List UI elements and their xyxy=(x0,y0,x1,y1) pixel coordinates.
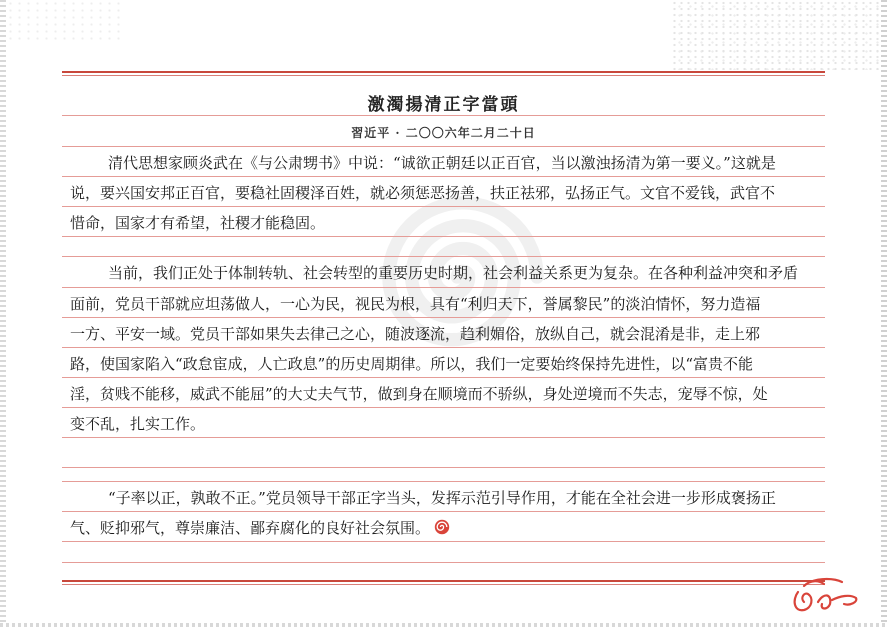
red-signature-flourish xyxy=(784,572,864,618)
ruled-line xyxy=(62,562,825,563)
ruled-line xyxy=(62,481,825,482)
text-line: 淫，贫贱不能移，威武不能屈”的大丈夫气节，做到身在顺境而不骄纵，身处逆境而不失志，宠辱不惊，处 xyxy=(70,385,768,403)
ruled-line xyxy=(62,256,825,257)
text-line: 一方、平安一域。党员干部如果失去律己之心，随波逐流，趋利媚俗，放纵自己，就会混淆是非，走上邪 xyxy=(70,325,761,343)
text-line-last xyxy=(70,513,825,543)
corner-texture-top-right xyxy=(671,0,881,70)
bottom-border-decoration xyxy=(0,623,887,627)
left-border-decoration xyxy=(0,0,6,627)
ruled-line xyxy=(62,115,825,116)
text-line: 当前，我们正处于体制转轨、社会转型的重要历史时期，社会利益关系更为复杂。在各种利益冲突和矛盾 xyxy=(108,264,799,282)
text-line: 清代思想家顾炎武在《与公肃甥书》中说：“诚欲正朝廷以正百官，当以激浊扬清为第一要义。”这就是 xyxy=(108,154,776,172)
ruled-line xyxy=(62,467,825,468)
right-border-decoration xyxy=(881,0,887,627)
bottom-double-rule xyxy=(62,580,825,585)
text-line-content: 气、贬抑邪气，尊崇廉洁、鄙弃腐化的良好社会氛围。 xyxy=(70,519,431,537)
corner-texture-top-left xyxy=(6,0,126,40)
text-line: “子率以正，孰敢不正。”党员领导干部正字当头，发挥示范引导作用，才能在全社会进一步形成褒扬正 xyxy=(108,489,776,507)
document-title: 激濁揚清正字當頭 xyxy=(367,95,520,115)
text-line: 说，要兴国安邦正百官，要稳社固稷泽百姓，就必须惩恶扬善，扶正祛邪，弘扬正气。文官不爱钱，武官不 xyxy=(70,184,776,202)
text-line: 变不乱，扎实工作。 xyxy=(70,415,206,433)
text-line: 路，使国家陷入“政怠宦成，人亡政息”的历史周期律。所以，我们一定要始终保持先进性，以“富贵不能 xyxy=(70,355,754,373)
text-line: 面前，党员干部就应坦荡做人，一心为民，视民为根，具有“利归天下，誉属黎民”的淡泊情怀，努力造福 xyxy=(70,295,761,313)
text-line: 惜命，国家才有希望，社稷才能稳固。 xyxy=(70,214,326,232)
red-spiral-seal-icon xyxy=(434,519,450,535)
top-double-rule xyxy=(62,71,825,76)
document-byline: 習近平 · 二〇〇六年二月二十日 xyxy=(351,126,536,140)
ruled-line xyxy=(62,146,825,147)
